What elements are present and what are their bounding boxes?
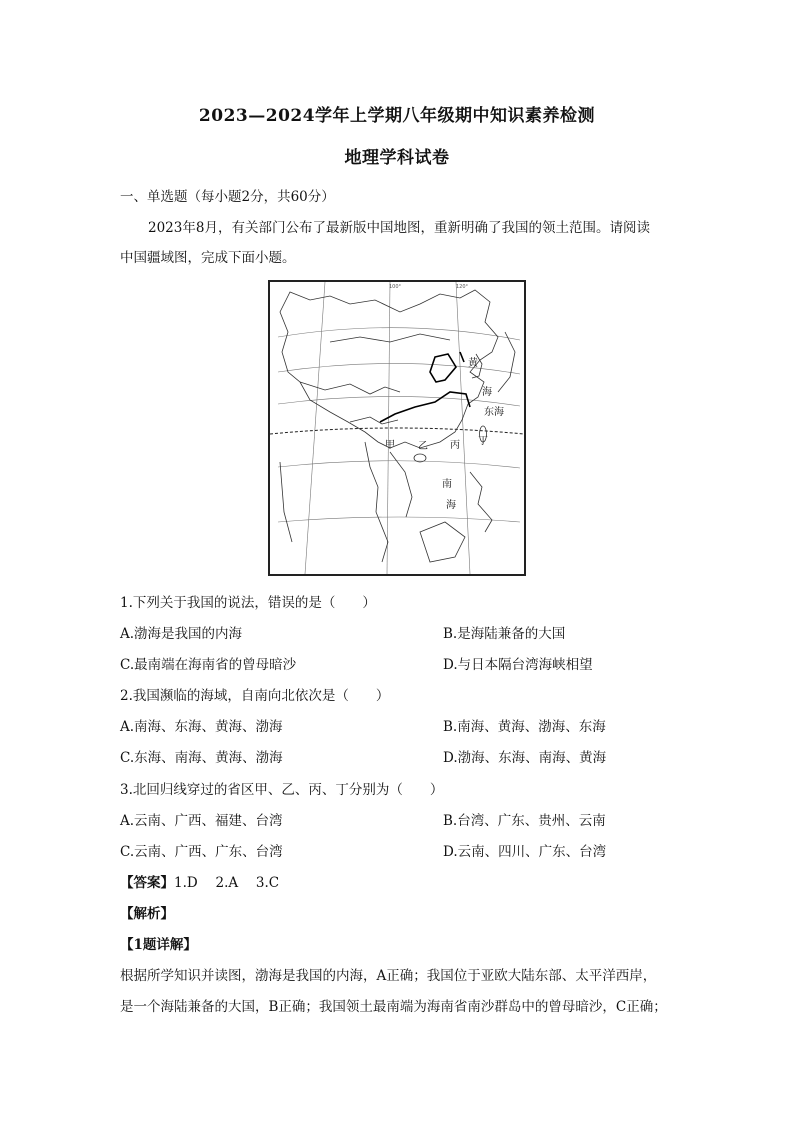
- map-label-yi: 乙: [418, 441, 428, 452]
- question-3-option-d: D.云南、四川、广东、台湾: [443, 844, 607, 860]
- question-1-stem: 1.下列关于我国的说法，错误的是（ ）: [120, 595, 376, 611]
- analysis-text-line1: 根据所学知识并读图，渤海是我国的内海，A正确；我国位于亚欧大陆东部、太平洋西岸，: [120, 968, 657, 984]
- section-heading: 一、单选题（每小题2分，共60分）: [120, 189, 335, 205]
- question-1-option-c: C.最南端在海南省的曾母暗沙: [120, 657, 297, 673]
- question-1-option-d: D.与日本隔台湾海峡相望: [443, 657, 593, 673]
- question-2-option-d: D.渤海、东海、南海、黄海: [443, 750, 607, 766]
- answer-value: 1.D 2.A 3.C: [174, 875, 280, 891]
- question-3-option-c: C.云南、广西、广东、台湾: [120, 844, 283, 860]
- map-tick-100: 100°: [389, 284, 402, 290]
- map-label-donghai: 东海: [484, 407, 504, 418]
- question-1-option-b: B.是海陆兼备的大国: [443, 626, 566, 642]
- map-tick-120: 120°: [456, 284, 469, 290]
- question-2-option-c: C.东海、南海、黄海、渤海: [120, 750, 283, 766]
- intro-text-line1: 2023年8月，有关部门公布了最新版中国地图，重新明确了我国的领土范围。请阅读: [148, 220, 650, 236]
- map-label-nan: 南: [442, 479, 452, 490]
- question-2-option-b: B.南海、黄海、渤海、东海: [443, 719, 606, 735]
- question-2-stem: 2.我国濒临的海域，自南向北依次是（ ）: [120, 688, 390, 704]
- answer-label: 【答案】: [120, 875, 174, 891]
- question-2-option-a: A.南海、东海、黄海、渤海: [120, 719, 283, 735]
- question-3-option-b: B.台湾、广东、贵州、云南: [443, 813, 606, 829]
- map-label-bing: 丙: [450, 440, 460, 451]
- china-territory-map: [268, 280, 526, 576]
- map-label-jia: 甲: [385, 440, 395, 451]
- map-label-ding: 丁: [478, 436, 488, 447]
- map-label-hai-nan: 海: [446, 500, 456, 511]
- analysis-sub-label: 【1题详解】: [120, 937, 197, 953]
- page-title: 2023—2024学年上学期八年级期中知识素养检测: [198, 106, 596, 126]
- analysis-label: 【解析】: [120, 906, 174, 922]
- map-label-hai-huang: 海: [482, 387, 492, 398]
- intro-text-line2: 中国疆域图，完成下面小题。: [120, 250, 296, 266]
- page-subtitle: 地理学科试卷: [344, 148, 450, 168]
- answer-line: [120, 874, 279, 892]
- question-1-option-a: A.渤海是我国的内海: [120, 626, 243, 642]
- map-label-huang: 黄: [468, 358, 478, 369]
- question-3-stem: 3.北回归线穿过的省区甲、乙、丙、丁分别为（ ）: [120, 782, 444, 798]
- question-3-option-a: A.云南、广西、福建、台湾: [120, 813, 283, 829]
- analysis-text-line2: 是一个海陆兼备的大国，B正确；我国领土最南端为海南省南沙群岛中的曾母暗沙，C正确；: [120, 999, 667, 1015]
